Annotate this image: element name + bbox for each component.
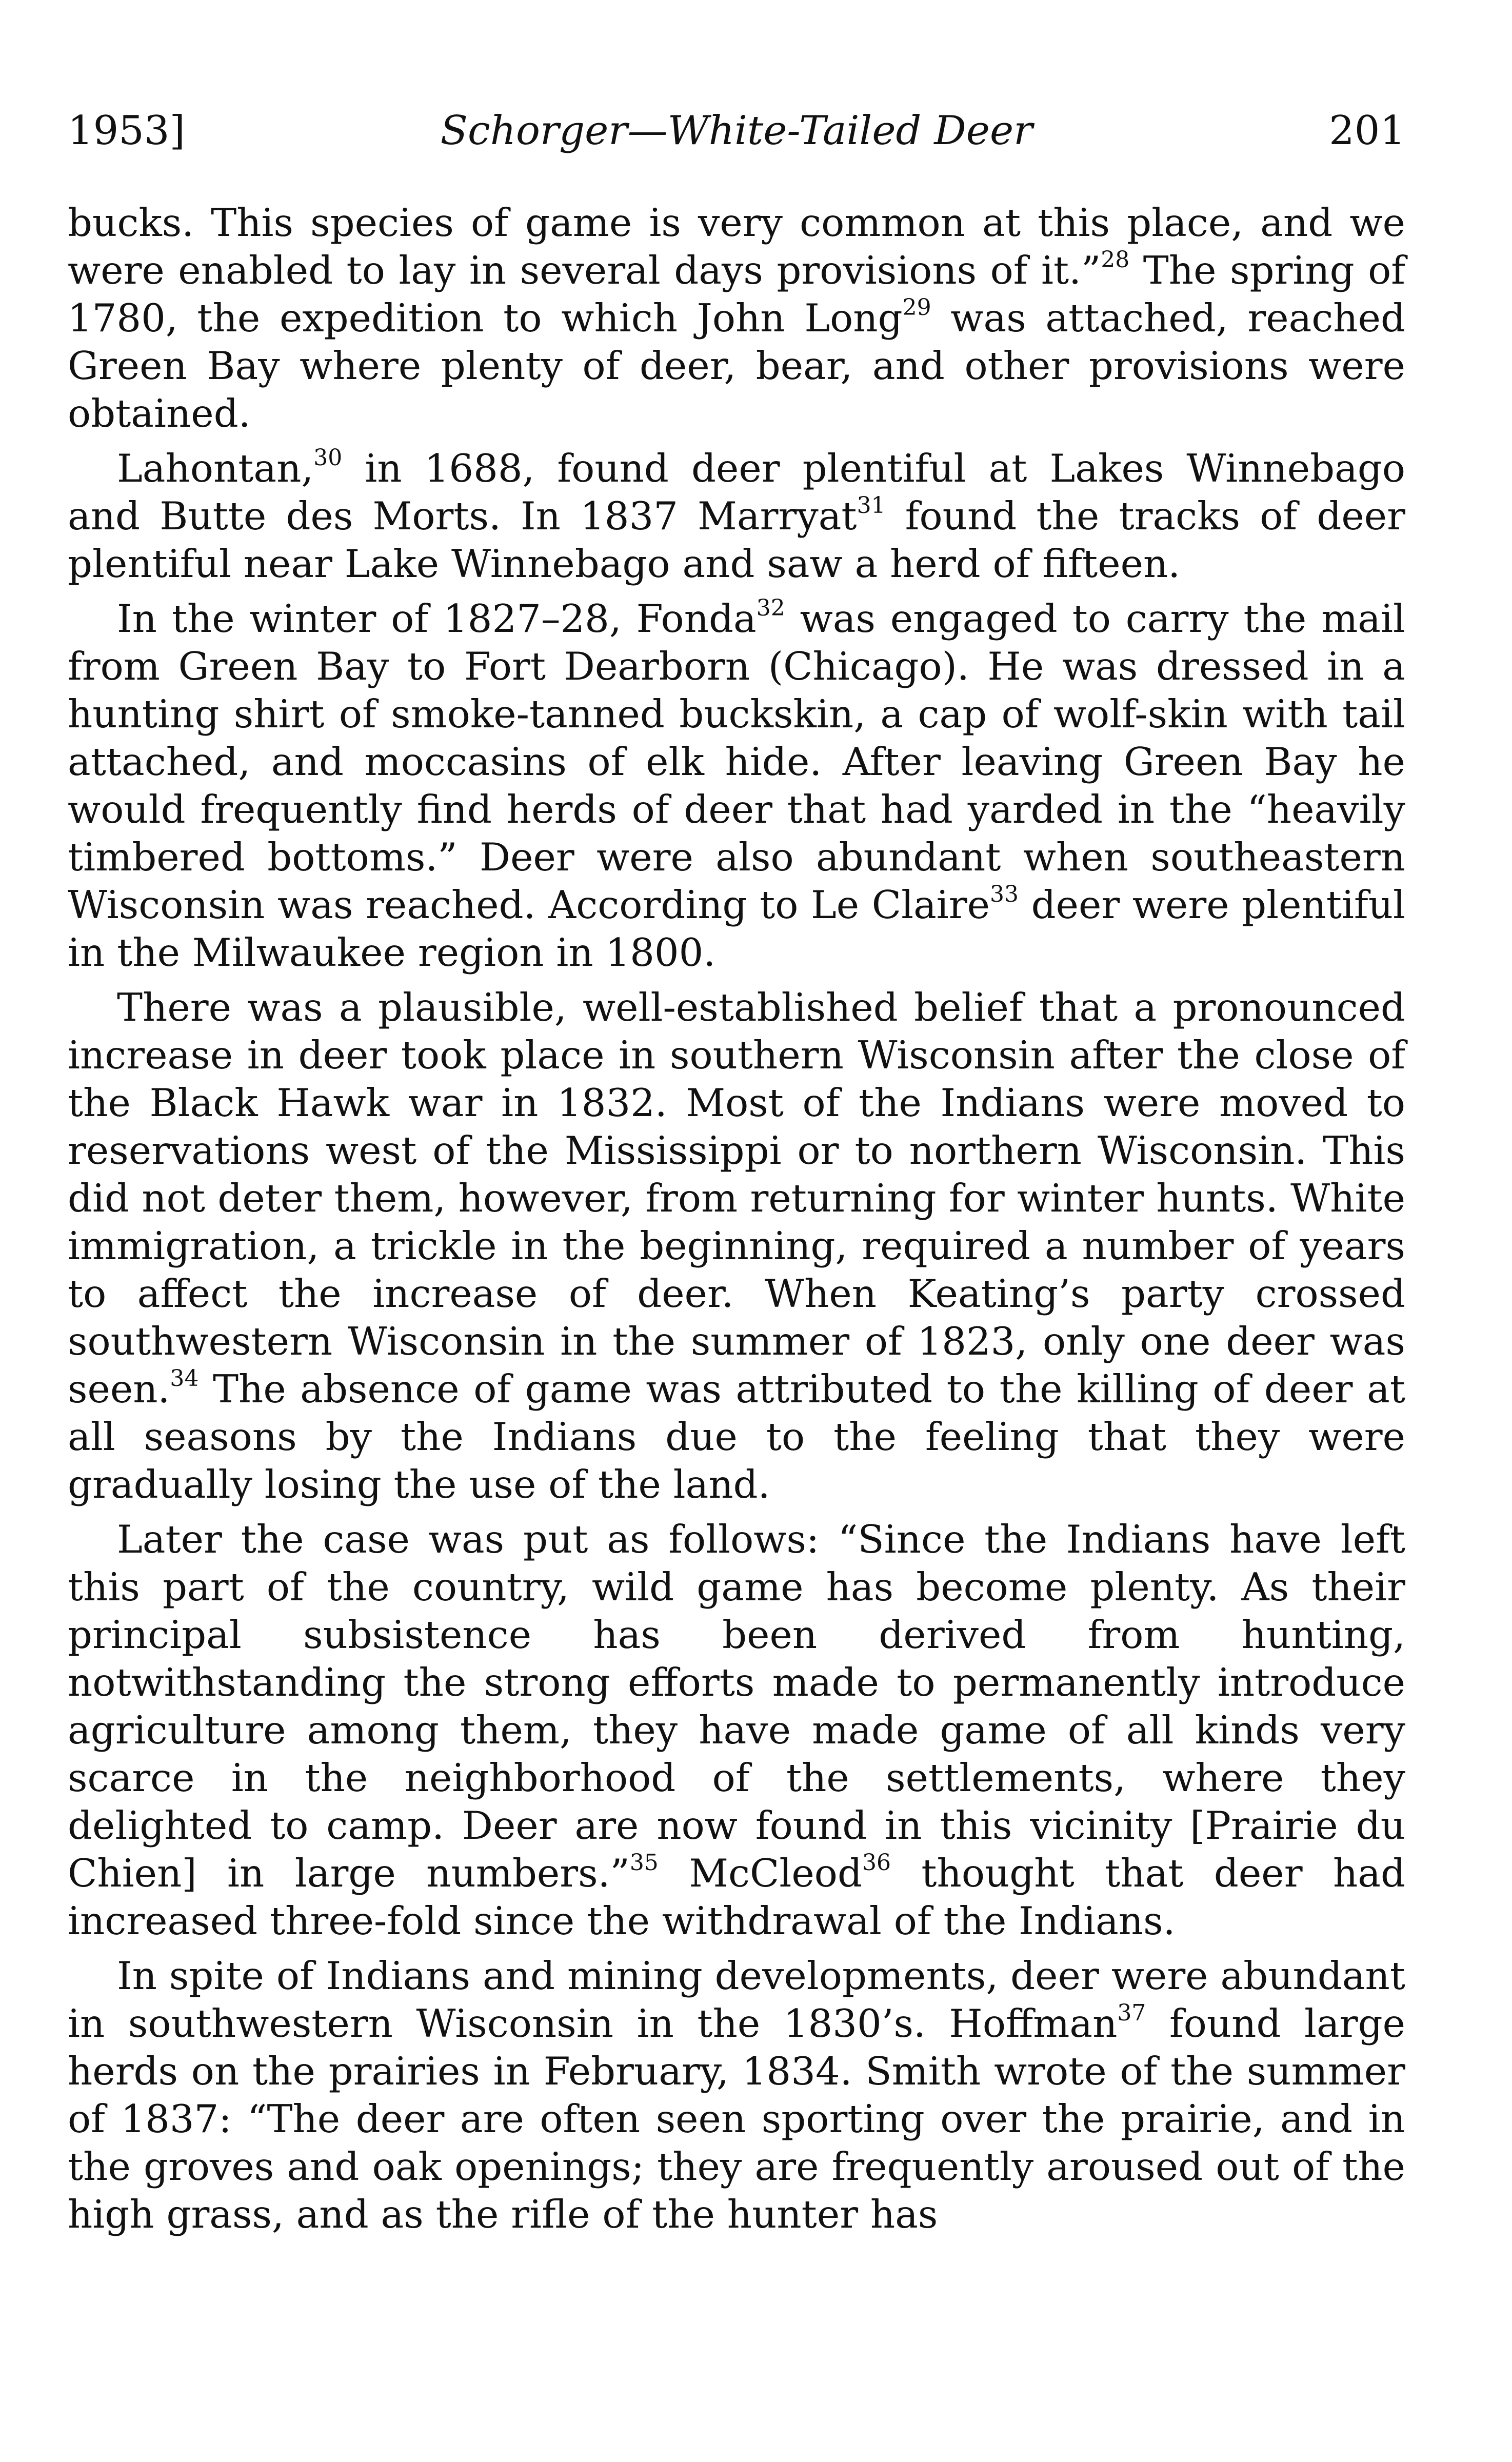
text-run: Lahontan, [117, 446, 314, 491]
text-run: found the tracks of deer plentiful near Lake Winnebago and saw a herd of fifteen. [68, 493, 1405, 586]
text-run: There was a plausible, well-established belief that a pronounced increase in deer took place in southern Wisconsin after the close of the Black Hawk war in 1832. Most of the Indians were moved to reservations west of the Mississippi or to northern Wisconsin. This did not deter them, however, from returning for winter hunts. White immigration, a trickle in the beginning, required a number of years to affect the increase of deer. When Keating’s party crossed southwestern Wisconsin in the summer of 1823, only one deer was seen. [68, 985, 1405, 1412]
footnote-ref: 34 [170, 1365, 199, 1392]
text-run: found large herds on the prairies in February, 1834. Smith wrote of the summer of 1837: “The deer are often seen sporting over the prairie, and in the groves and oak openings; they are frequently aroused out of the high grass, and as the rifle of the hunter has [68, 2001, 1405, 2237]
paragraph [68, 595, 1405, 977]
text-run: The absence of game was attributed to the killing of deer at all seasons by the Indians due to the feeling that they were gradually losing the use of the land. [68, 1366, 1405, 1507]
text-run: deer were plentiful in the Milwaukee region in 1800. [68, 882, 1405, 975]
text-run: In spite of Indians and mining developments, deer were abundant in southwestern Wisconsin in the 1830’s. Hoffman [68, 1953, 1405, 2046]
paragraph [68, 445, 1405, 588]
paragraph [68, 1516, 1405, 1945]
paragraph [68, 1952, 1405, 2238]
text-run: was attached, reached Green Bay where plenty of deer, bear, and other provisions were obtained. [68, 295, 1406, 436]
text-run: In the winter of 1827–28, Fonda [117, 596, 757, 641]
page-number: 201 [1329, 108, 1405, 154]
text-run: thought that deer had increased three-fold since the withdrawal of the Indians. [68, 1851, 1406, 1943]
running-header [68, 103, 1405, 159]
volume-year: 1953] [68, 108, 185, 154]
paragraph [68, 199, 1405, 438]
text-run: was engaged to carry the mail from Green Bay to Fort Dearborn (Chicago). He was dressed in a hunting shirt of smoke-tanned buckskin, a cap of wolf-skin with tail attached, and moccasins of elk hide. After leaving Green Bay he would frequently find herds of deer that had yarded in the “heavily timbered bottoms.” Deer were also abundant when southeastern Wisconsin was reached. According to Le Claire [68, 596, 1405, 927]
footnote-ref: 33 [990, 881, 1019, 907]
footnote-ref: 29 [902, 294, 931, 321]
running-title: Schorger—White-Tailed Deer [440, 108, 1033, 154]
footnote-ref: 35 [629, 1850, 659, 1876]
text-run: Later the case was put as follows: “Since the Indians have left this part of the country, wild game has become plenty. As their principal subsistence has been derived from hunting, notwithstanding the strong efforts made to permanently introduce agriculture among them, they have made game of all kinds very scarce in the neighborhood of the settlements, where they delighted to camp. Deer are now found in this vicinity [Prairie du Chien] in large numbers.” [68, 1517, 1405, 1896]
text-run: bucks. This species of game is very common at this place, and we were enabled to lay in several days provisions of it.” [68, 200, 1405, 293]
footnote-ref: 37 [1117, 2000, 1146, 2026]
paragraph [68, 984, 1405, 1508]
footnote-ref: 31 [857, 492, 886, 519]
text-run: The spring of 1780, the expedition to which John Long [68, 248, 1405, 341]
footnote-ref: 32 [756, 595, 785, 621]
text-run: McCleod [658, 1851, 862, 1896]
footnote-ref: 30 [313, 445, 343, 471]
footnote-ref: 36 [862, 1850, 891, 1876]
footnote-ref: 28 [1101, 247, 1130, 273]
text-run: in 1688, found deer plentiful at Lakes Winnebago and Butte des Morts. In 1837 Marryat [68, 446, 1405, 539]
body-text [68, 199, 1405, 2246]
